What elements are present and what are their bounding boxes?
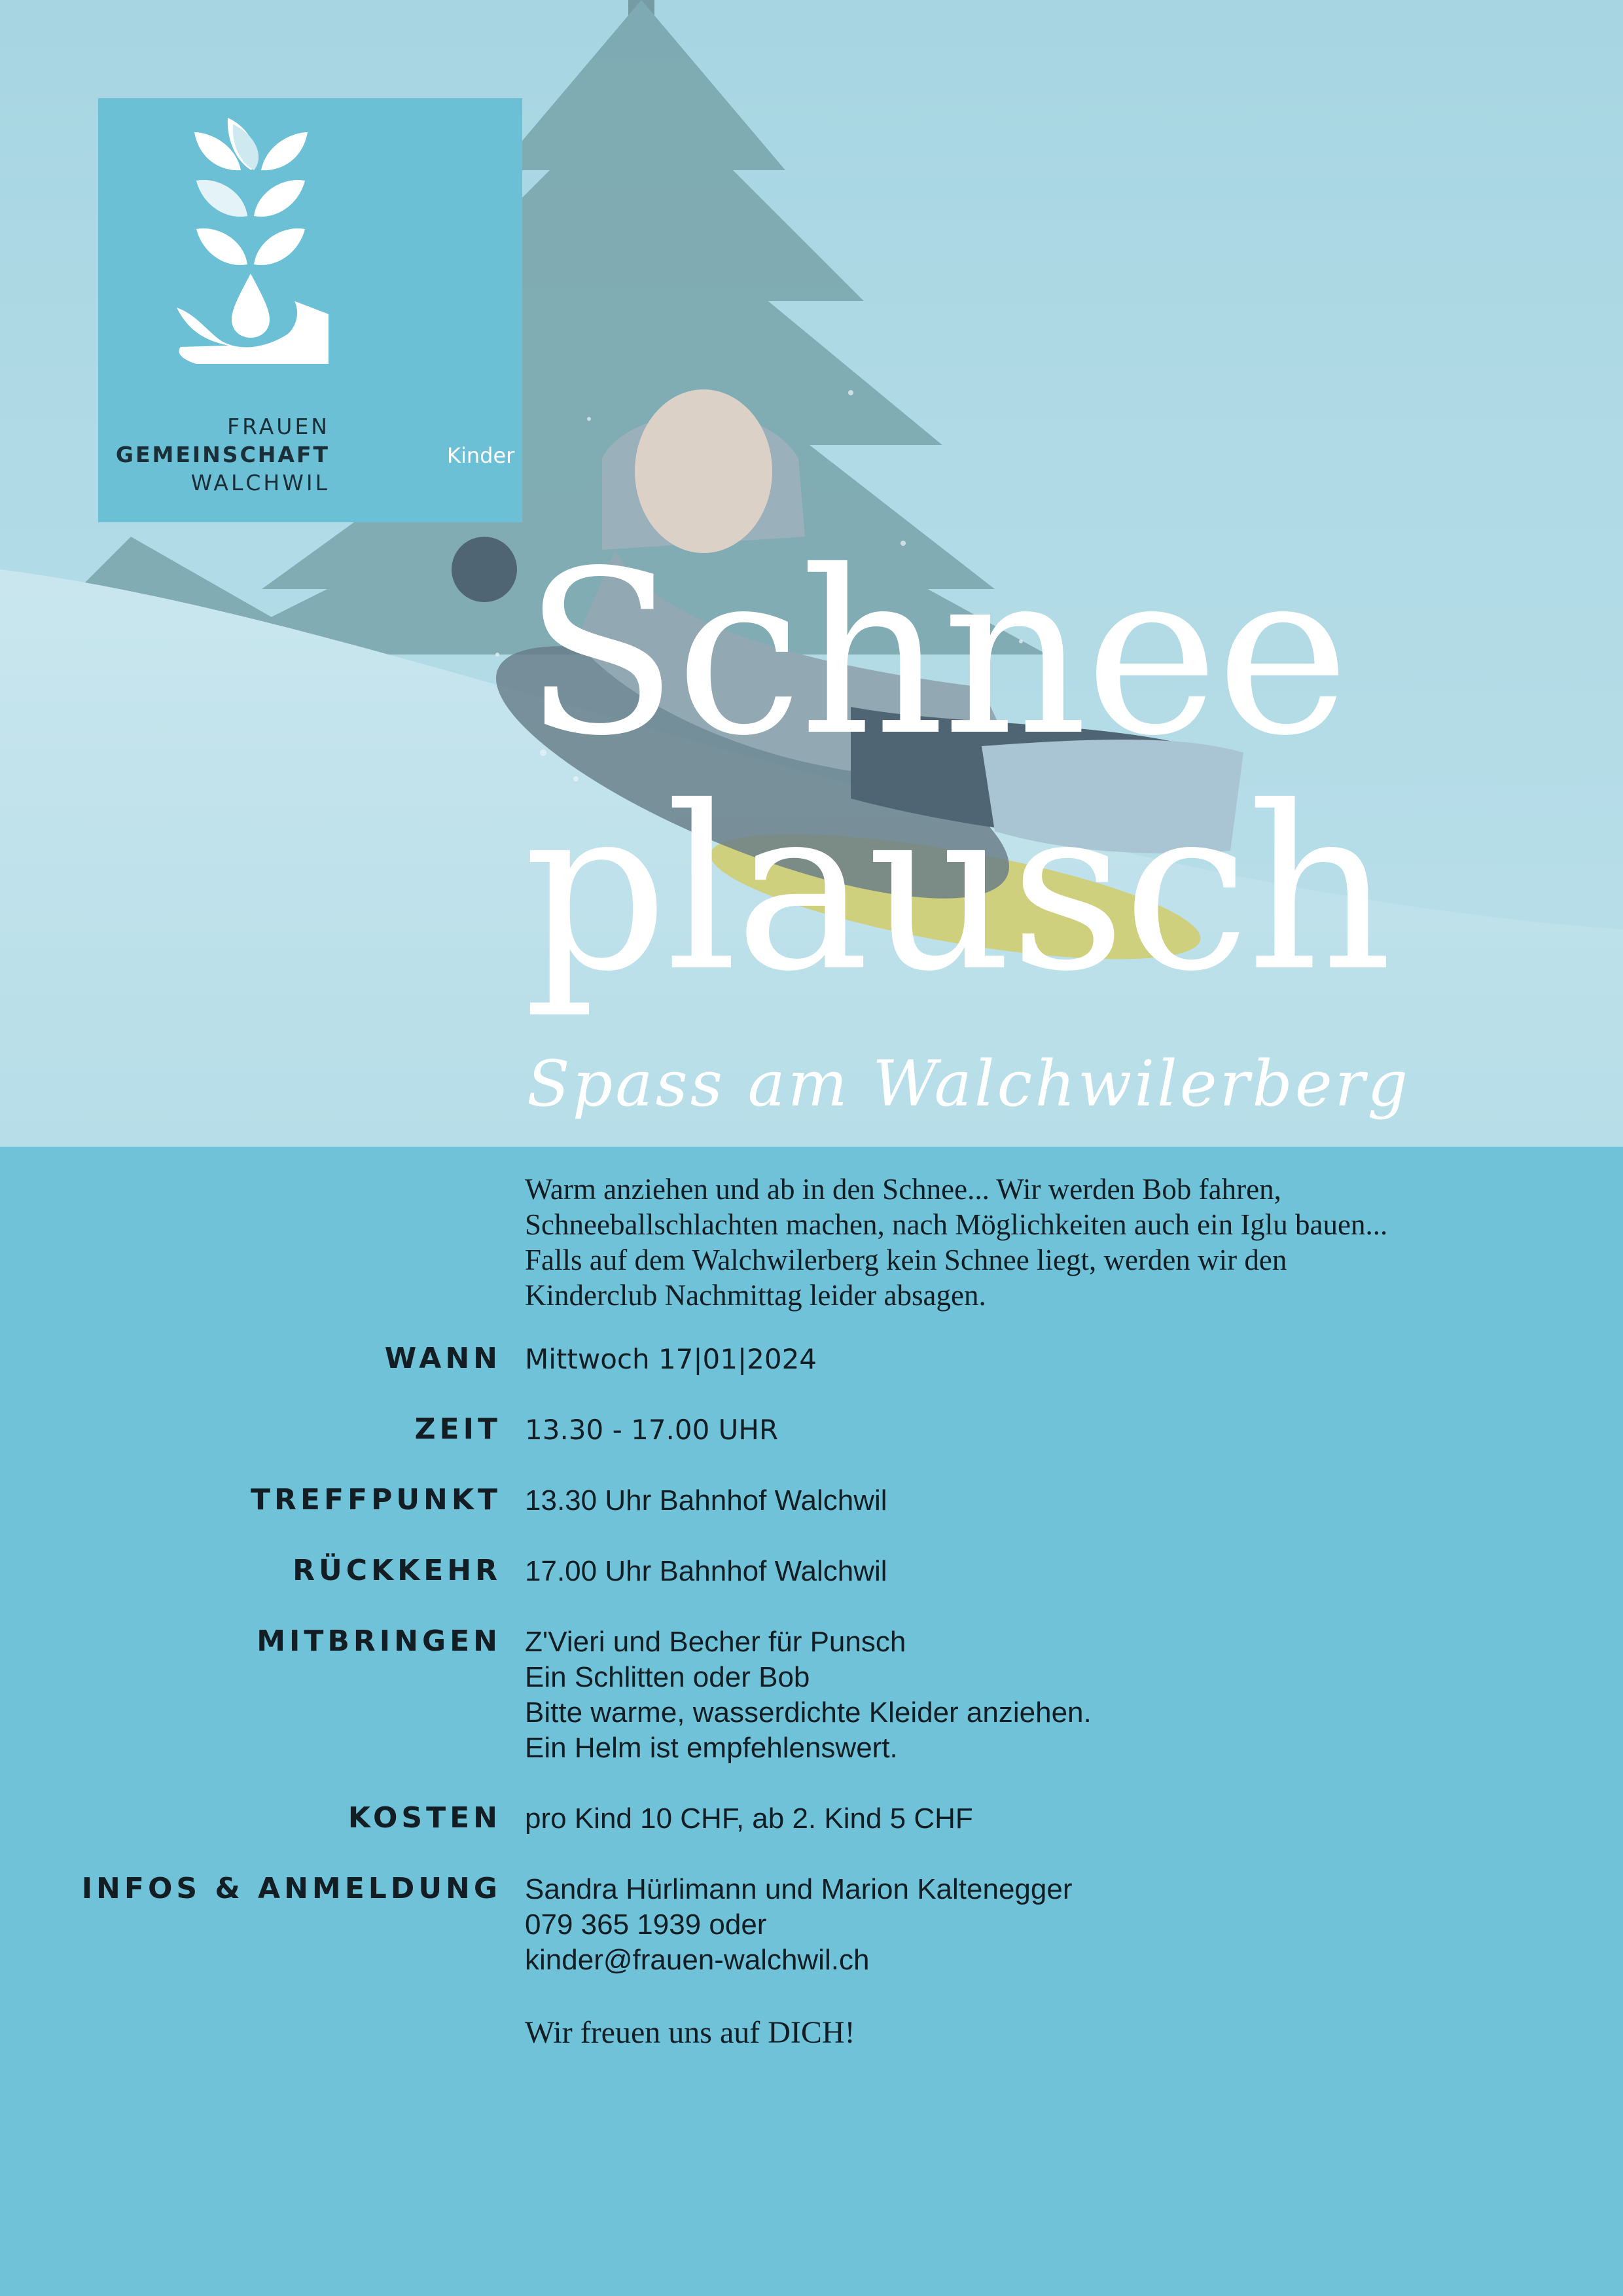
detail-line: Sandra Hürlimann und Marion Kaltenegger bbox=[525, 1873, 1073, 1905]
detail-label: ZEIT bbox=[414, 1412, 501, 1446]
detail-label: INFOS & ANMELDUNG bbox=[81, 1872, 501, 1905]
detail-line: Mittwoch 17|01|2024 bbox=[525, 1343, 817, 1375]
detail-value bbox=[525, 1872, 1073, 1978]
detail-line: Ein Schlitten oder Bob bbox=[525, 1661, 810, 1693]
email-link[interactable]: kinder@frauen-walchwil.ch bbox=[525, 1944, 870, 1976]
detail-line: pro Kind 10 CHF, ab 2. Kind 5 CHF bbox=[525, 1803, 973, 1835]
detail-line: Z'Vieri und Becher für Punsch bbox=[525, 1626, 906, 1658]
intro-line: Falls auf dem Walchwilerberg kein Schnee liegt, werden wir den bbox=[525, 1244, 1287, 1276]
logo-word-frauen: FRAUEN bbox=[227, 414, 330, 439]
detail-line: 13.30 - 17.00 UHR bbox=[525, 1414, 779, 1446]
detail-value bbox=[525, 1342, 817, 1377]
detail-line: 079 365 1939 oder bbox=[525, 1909, 767, 1941]
intro-line: Kinderclub Nachmittag leider absagen. bbox=[525, 1279, 986, 1312]
detail-line: 13.30 Uhr Bahnhof Walchwil bbox=[525, 1484, 887, 1516]
detail-value bbox=[525, 1554, 887, 1589]
detail-value bbox=[525, 1801, 973, 1837]
detail-label: WANN bbox=[384, 1342, 501, 1375]
frauengemeinschaft-logo bbox=[98, 98, 522, 522]
subtitle: Spass am Walchwilerberg bbox=[527, 1047, 1411, 1121]
intro-line: Schneeballschlachten machen, nach Möglichkeiten auch ein Iglu bauen... bbox=[525, 1208, 1388, 1241]
intro-text bbox=[525, 1172, 1546, 1313]
hero-photo bbox=[0, 0, 1623, 1147]
closing-text: Wir freuen uns auf DICH! bbox=[525, 2015, 855, 2050]
detail-label: TREFFPUNKT bbox=[251, 1483, 501, 1516]
logo-word-walchwil: WALCHWIL bbox=[190, 470, 330, 495]
detail-line: Ein Helm ist empfehlenswert. bbox=[525, 1732, 898, 1764]
detail-label: KOSTEN bbox=[348, 1801, 501, 1835]
title-line-1: Schnee bbox=[524, 523, 1347, 785]
detail-line: 17.00 Uhr Bahnhof Walchwil bbox=[525, 1555, 887, 1587]
detail-value bbox=[525, 1624, 1092, 1766]
detail-value bbox=[525, 1483, 887, 1518]
intro-line: Warm anziehen und ab in den Schnee... Wir werden Bob fahren, bbox=[525, 1173, 1281, 1206]
detail-label: MITBRINGEN bbox=[257, 1624, 501, 1658]
title-line-2: plausch bbox=[524, 759, 1390, 1021]
logo-tag-kinder: Kinder bbox=[447, 443, 515, 468]
detail-line: Bitte warme, wasserdichte Kleider anziehen. bbox=[525, 1696, 1092, 1729]
detail-label: RÜCKKEHR bbox=[293, 1554, 501, 1587]
page-title bbox=[524, 523, 1390, 1021]
detail-value bbox=[525, 1412, 778, 1448]
logo-word-gemeinschaft: GEMEINSCHAFT bbox=[115, 442, 330, 467]
